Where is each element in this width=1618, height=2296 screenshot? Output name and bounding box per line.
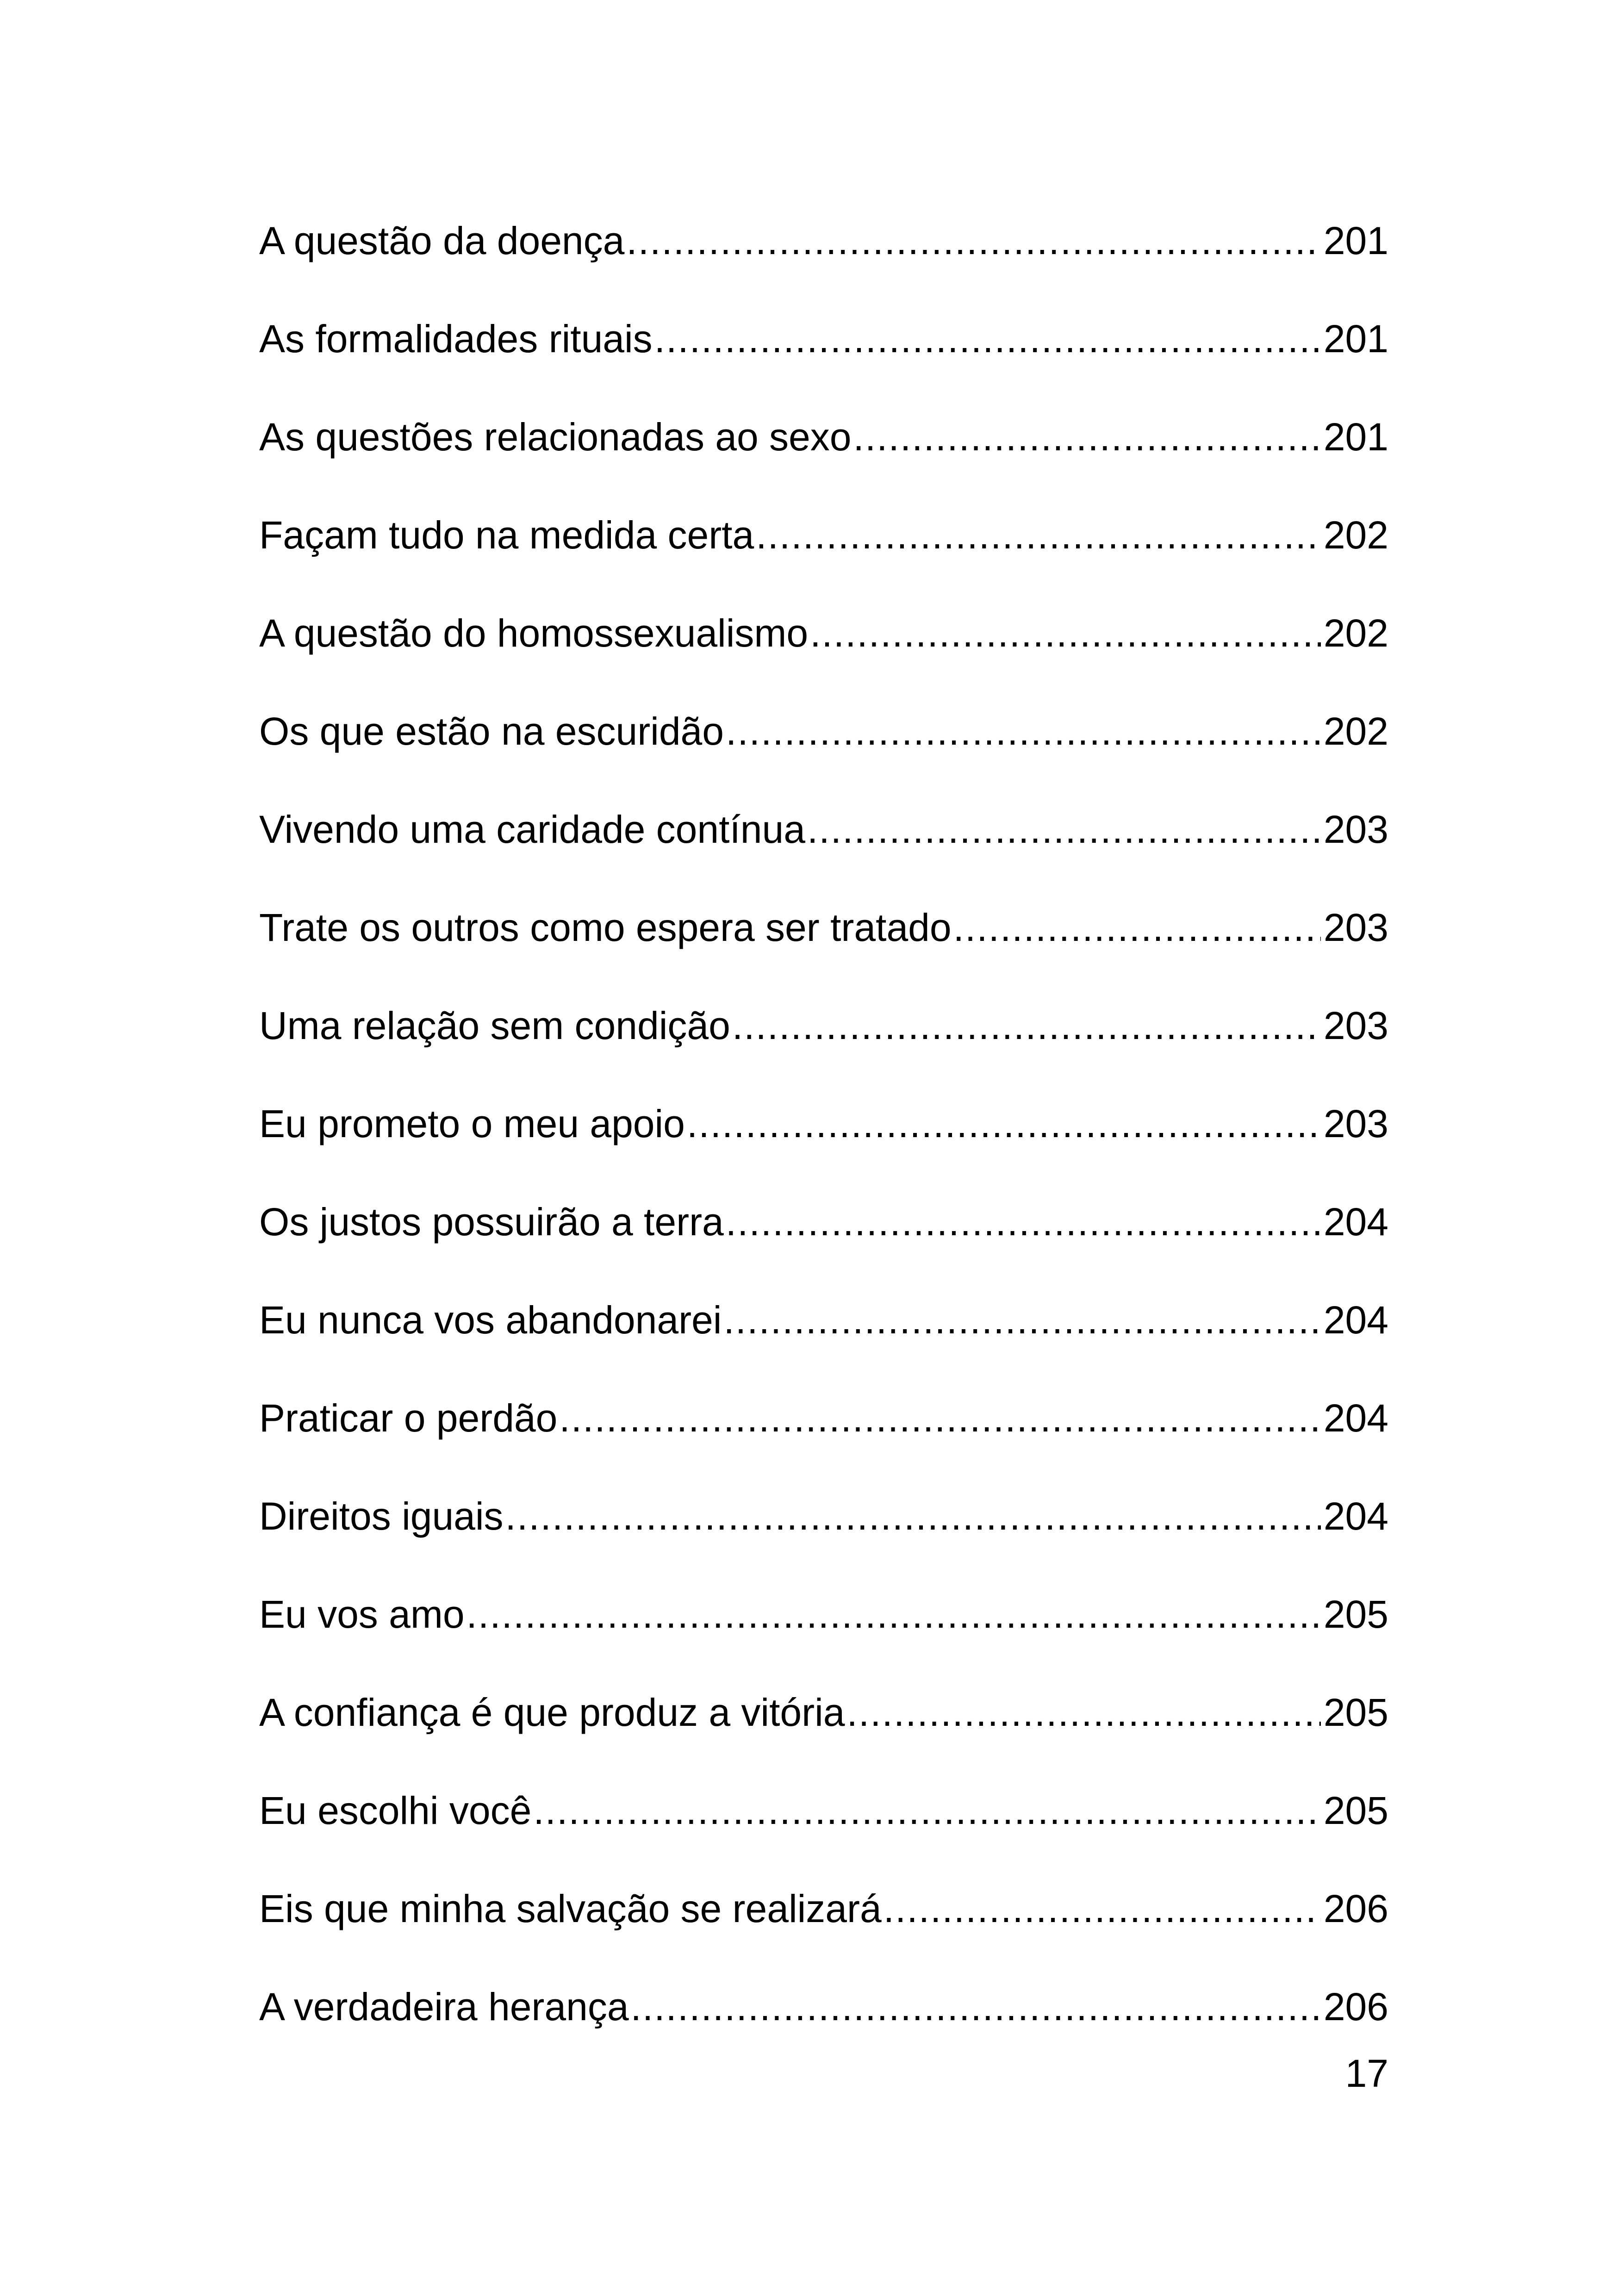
- toc-entry-page: 204: [1323, 1298, 1388, 1342]
- table-of-contents: [259, 218, 1388, 2082]
- toc-entry-title: Eu nunca vos abandonarei: [259, 1298, 722, 1342]
- toc-entry-page: 202: [1323, 709, 1388, 753]
- toc-entry-page: 205: [1323, 1593, 1388, 1636]
- toc-entry-page: 201: [1323, 219, 1388, 262]
- toc-dot-leader: [723, 1297, 1320, 1343]
- toc-dot-leader: [726, 708, 1321, 754]
- toc-dot-leader: [559, 1395, 1320, 1441]
- toc-entry[interactable]: [259, 1984, 1388, 2082]
- toc-entry-title: Eis que minha salvação se realizará: [259, 1887, 882, 1930]
- toc-dot-leader: [807, 806, 1321, 852]
- toc-entry[interactable]: [259, 708, 1388, 806]
- toc-entry-page: 202: [1323, 611, 1388, 655]
- toc-entry-page: 202: [1323, 513, 1388, 557]
- toc-entry-title: Uma relação sem condição: [259, 1004, 730, 1047]
- toc-entry[interactable]: [259, 1297, 1388, 1395]
- toc-entry-title: As formalidades rituais: [259, 317, 653, 361]
- toc-entry-title: Trate os outros como espera ser tratado: [259, 906, 952, 949]
- toc-entry[interactable]: [259, 1002, 1388, 1101]
- toc-entry-title: A questão da doença: [259, 219, 625, 262]
- toc-dot-leader: [631, 1984, 1321, 2030]
- toc-entry-page: 203: [1323, 808, 1388, 851]
- toc-entry[interactable]: [259, 1395, 1388, 1493]
- toc-entry-title: Façam tudo na medida certa: [259, 513, 754, 557]
- toc-dot-leader: [853, 414, 1320, 460]
- toc-entry-page: 205: [1323, 1789, 1388, 1832]
- toc-dot-leader: [847, 1689, 1321, 1736]
- toc-entry[interactable]: [259, 1101, 1388, 1199]
- toc-entry-page: 203: [1323, 906, 1388, 949]
- toc-entry-title: Os que estão na escuridão: [259, 709, 724, 753]
- toc-entry[interactable]: [259, 1689, 1388, 1787]
- toc-entry[interactable]: [259, 218, 1388, 316]
- toc-entry[interactable]: [259, 1591, 1388, 1689]
- toc-entry-page: 206: [1323, 1887, 1388, 1930]
- toc-entry-page: 204: [1323, 1494, 1388, 1538]
- toc-entry[interactable]: [259, 414, 1388, 512]
- toc-entry-title: Praticar o perdão: [259, 1396, 558, 1440]
- toc-dot-leader: [626, 218, 1320, 264]
- toc-entry-title: A verdadeira herança: [259, 1985, 629, 2028]
- toc-entry-page: 204: [1323, 1200, 1388, 1244]
- toc-entry-page: 203: [1323, 1102, 1388, 1145]
- toc-entry-title: As questões relacionadas ao sexo: [259, 415, 852, 459]
- toc-entry-title: A questão do homossexualismo: [259, 611, 809, 655]
- toc-entry-title: Eu prometo o meu apoio: [259, 1102, 685, 1145]
- toc-entry[interactable]: [259, 806, 1388, 904]
- toc-entry[interactable]: [259, 1885, 1388, 1984]
- toc-entry-page: 206: [1323, 1985, 1388, 2028]
- toc-entry[interactable]: [259, 904, 1388, 1002]
- toc-dot-leader: [732, 1002, 1321, 1049]
- toc-entry[interactable]: [259, 610, 1388, 708]
- toc-entry-title: Eu vos amo: [259, 1593, 465, 1636]
- toc-entry-title: A confiança é que produz a vitória: [259, 1691, 845, 1734]
- toc-entry-title: Direitos iguais: [259, 1494, 504, 1538]
- toc-dot-leader: [654, 316, 1321, 362]
- toc-entry-page: 201: [1323, 317, 1388, 361]
- toc-dot-leader: [756, 512, 1321, 558]
- toc-dot-leader: [884, 1885, 1321, 1932]
- toc-dot-leader: [810, 610, 1321, 656]
- toc-entry[interactable]: [259, 1199, 1388, 1297]
- toc-entry[interactable]: [259, 512, 1388, 610]
- toc-entry-page: 205: [1323, 1691, 1388, 1734]
- toc-entry-page: 204: [1323, 1396, 1388, 1440]
- toc-dot-leader: [726, 1199, 1321, 1245]
- toc-entry-title: Eu escolhi você: [259, 1789, 532, 1832]
- toc-entry[interactable]: [259, 316, 1388, 414]
- toc-dot-leader: [467, 1591, 1321, 1637]
- toc-entry[interactable]: [259, 1787, 1388, 1885]
- toc-entry[interactable]: [259, 1493, 1388, 1591]
- toc-dot-leader: [953, 904, 1321, 951]
- toc-dot-leader: [687, 1101, 1321, 1147]
- toc-entry-page: 203: [1323, 1004, 1388, 1047]
- toc-entry-page: 201: [1323, 415, 1388, 459]
- toc-entry-title: Vivendo uma caridade contínua: [259, 808, 805, 851]
- toc-dot-leader: [505, 1493, 1321, 1539]
- page-number: 17: [1345, 2052, 1388, 2095]
- toc-dot-leader: [533, 1787, 1321, 1834]
- toc-entry-title: Os justos possuirão a terra: [259, 1200, 724, 1244]
